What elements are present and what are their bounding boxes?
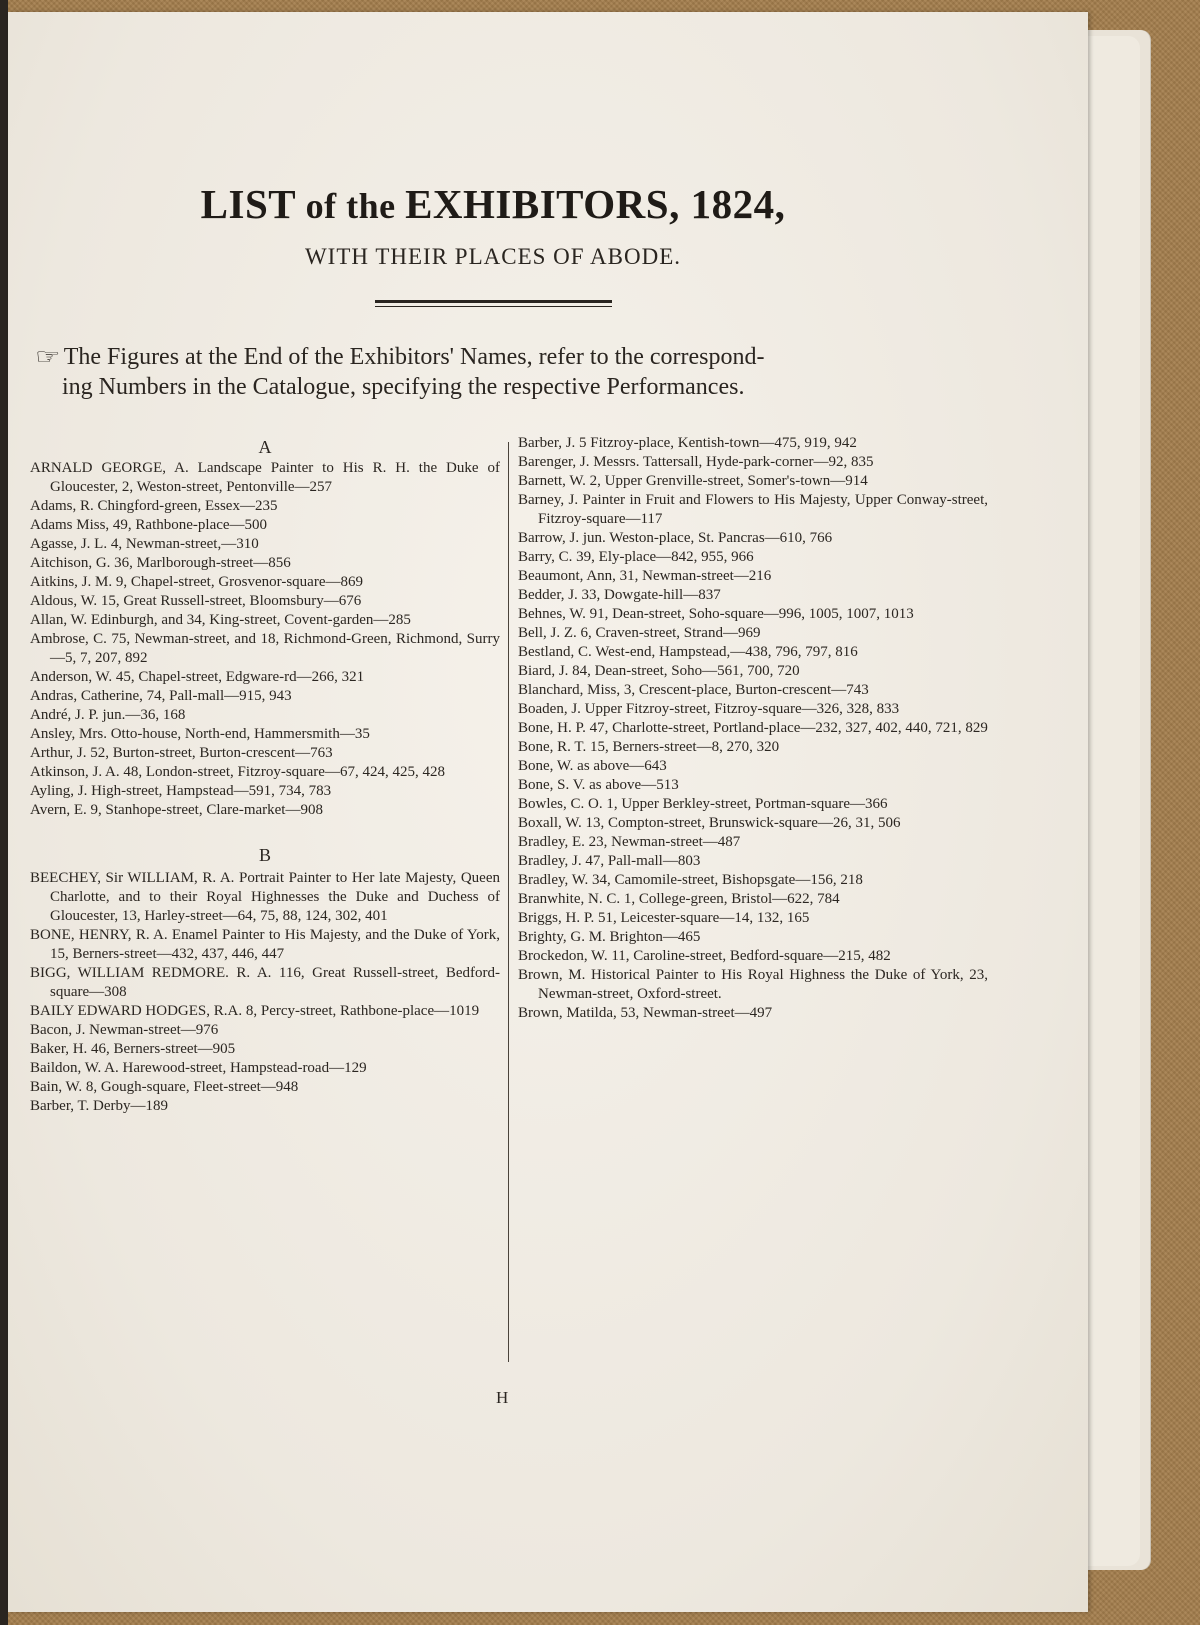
exhibitor-entry: Brockedon, W. 11, Caroline-street, Bedford-square—215, 482 xyxy=(518,948,891,964)
exhibitor-entry: Brown, Matilda, 53, Newman-street—497 xyxy=(518,1005,773,1021)
exhibitor-entry: Bone, S. V. as above—513 xyxy=(518,777,679,793)
page-title xyxy=(8,180,978,228)
exhibitor-entry: Barry, C. 39, Ely-place—842, 955, 966 xyxy=(518,549,754,565)
title-list: LIST xyxy=(200,181,297,227)
exhibitor-entry: Baildon, W. A. Harewood-street, Hampstead-road—129 xyxy=(30,1060,367,1076)
exhibitor-entry: Barrow, J. jun. Weston-place, St. Pancras—610, 766 xyxy=(518,530,833,546)
exhibitor-entry: Aldous, W. 15, Great Russell-street, Bloomsbury—676 xyxy=(30,593,362,609)
exhibitor-entry: Ayling, J. High-street, Hampstead—591, 734, 783 xyxy=(30,783,332,799)
exhibitor-entry: Barber, T. Derby—189 xyxy=(30,1098,168,1114)
exhibitor-entry: Bradley, J. 47, Pall-mall—803 xyxy=(518,853,701,869)
note-line-1: The Figures at the End of the Exhibitors' Names, refer to the correspond- xyxy=(63,344,765,370)
section-a-list xyxy=(30,459,500,820)
exhibitor-entry: Blanchard, Miss, 3, Crescent-place, Burton-crescent—743 xyxy=(518,682,869,698)
exhibitor-entry: Aitchison, G. 36, Marlborough-street—856 xyxy=(30,555,291,571)
exhibitor-entry: BAILY EDWARD HODGES, R.A. 8, Percy-street, Rathbone-place—1019 xyxy=(30,1003,480,1019)
title-rule-thin xyxy=(375,306,612,307)
signature-mark: H xyxy=(496,1388,509,1407)
exhibitor-entry: Bain, W. 8, Gough-square, Fleet-street—948 xyxy=(30,1079,299,1095)
exhibitor-entry: Adams, R. Chingford-green, Essex—235 xyxy=(30,498,278,514)
exhibitor-entry: Bradley, W. 34, Camomile-street, Bishopsgate—156, 218 xyxy=(518,872,863,888)
exhibitor-entry: Barney, J. Painter in Fruit and Flowers to His Majesty, Upper Conway-street, Fitzroy-square—117 xyxy=(518,492,988,527)
exhibitor-entry: Bone, R. T. 15, Berners-street—8, 270, 320 xyxy=(518,739,780,755)
exhibitor-entry: Bradley, E. 23, Newman-street—487 xyxy=(518,834,741,850)
exhibitor-entry: André, J. P. jun.—36, 168 xyxy=(30,707,186,723)
exhibitor-entry: Bowles, C. O. 1, Upper Berkley-street, Portman-square—366 xyxy=(518,796,888,812)
exhibitor-entry: Boaden, J. Upper Fitzroy-street, Fitzroy-square—326, 328, 833 xyxy=(518,701,900,717)
exhibitor-entry: Adams Miss, 49, Rathbone-place—500 xyxy=(30,517,268,533)
exhibitor-entry: Anderson, W. 45, Chapel-street, Edgware-rd—266, 321 xyxy=(30,669,365,685)
exhibitor-entry: BIGG, WILLIAM REDMORE. R. A. 116, Great Russell-street, Bedford-square—308 xyxy=(30,965,500,1000)
exhibitor-entry: Atkinson, J. A. 48, London-street, Fitzroy-square—67, 424, 425, 428 xyxy=(30,764,445,780)
exhibitor-entry: Brighty, G. M. Brighton—465 xyxy=(518,929,701,945)
exhibitor-entry: Behnes, W. 91, Dean-street, Soho-square—996, 1005, 1007, 1013 xyxy=(518,606,914,622)
exhibitor-entry: Arthur, J. 52, Burton-street, Burton-crescent—763 xyxy=(30,745,333,761)
exhibitor-entry: Branwhite, N. C. 1, College-green, Bristol—622, 784 xyxy=(518,891,840,907)
exhibitor-entry: Boxall, W. 13, Compton-street, Brunswick-square—26, 31, 506 xyxy=(518,815,901,831)
exhibitor-entry: Baker, H. 46, Berners-street—905 xyxy=(30,1041,236,1057)
exhibitor-entry: Bone, H. P. 47, Charlotte-street, Portland-place—232, 327, 402, 440, 721, 829 xyxy=(518,720,988,736)
exhibitor-entry: Briggs, H. P. 51, Leicester-square—14, 132, 165 xyxy=(518,910,810,926)
title-exhibitors: EXHIBITORS, 1824, xyxy=(405,181,786,227)
exhibitor-entry: Bestland, C. West-end, Hampstead,—438, 796, 797, 816 xyxy=(518,644,858,660)
section-letter-b: B xyxy=(258,845,271,865)
exhibitor-entry: BEECHEY, Sir WILLIAM, R. A. Portrait Painter to Her late Majesty, Queen Charlotte, and to their Royal Highnesses the Duke and Duchess of Gloucester, 13, Harley-street—64, 75, 88, 124, 302, 401 xyxy=(30,870,500,924)
exhibitor-entry: Bacon, J. Newman-street—976 xyxy=(30,1022,219,1038)
exhibitor-entry: Barber, J. 5 Fitzroy-place, Kentish-town—475, 919, 942 xyxy=(518,435,857,451)
page-subtitle: WITH THEIR PLACES OF ABODE. xyxy=(304,244,682,269)
exhibitor-entry: Ambrose, C. 75, Newman-street, and 18, Richmond-Green, Richmond, Surry—5, 7, 207, 892 xyxy=(30,631,500,666)
spine-shadow xyxy=(0,0,8,1625)
exhibitor-entry: Andras, Catherine, 74, Pall-mall—915, 943 xyxy=(30,688,292,704)
exhibitor-entry: ARNALD GEORGE, A. Landscape Painter to His R. H. the Duke of Gloucester, 2, Weston-street, Pentonville—257 xyxy=(30,460,500,495)
exhibitor-entry: Barenger, J. Messrs. Tattersall, Hyde-park-corner—92, 835 xyxy=(518,454,874,470)
exhibitor-entry: BONE, HENRY, R. A. Enamel Painter to His Majesty, and the Duke of York, 15, Berners-street—432, 437, 446, 447 xyxy=(30,927,500,962)
right-column xyxy=(518,434,988,1023)
exhibitor-entry: Bedder, J. 33, Dowgate-hill—837 xyxy=(518,587,721,603)
section-letter-a: A xyxy=(258,437,272,457)
exhibitor-entry: Barnett, W. 2, Upper Grenville-street, Somer's-town—914 xyxy=(518,473,868,489)
exhibitor-entry: Biard, J. 84, Dean-street, Soho—561, 700, 720 xyxy=(518,663,800,679)
title-rule-thick xyxy=(375,300,612,303)
title-of-the: of the xyxy=(296,186,406,226)
column-divider xyxy=(508,442,509,1362)
pointing-hand-icon: ☞ xyxy=(35,344,61,369)
exhibitor-entry: Avern, E. 9, Stanhope-street, Clare-market—908 xyxy=(30,802,323,818)
note-line-2: ing Numbers in the Catalogue, specifying the respective Performances. xyxy=(62,374,745,400)
section-b-list xyxy=(30,869,500,1116)
catalogue-note xyxy=(35,342,978,402)
exhibitor-entry: Agasse, J. L. 4, Newman-street,—310 xyxy=(30,536,259,552)
exhibitor-entry: Brown, M. Historical Painter to His Royal Highness the Duke of York, 23, Newman-street, Oxford-street. xyxy=(518,967,988,1002)
exhibitor-entry: Allan, W. Edinburgh, and 34, King-street, Covent-garden—285 xyxy=(30,612,411,628)
catalogue-page xyxy=(8,12,1088,1612)
exhibitor-entry: Ansley, Mrs. Otto-house, North-end, Hammersmith—35 xyxy=(30,726,370,742)
left-column xyxy=(30,434,500,1116)
exhibitor-entry: Bone, W. as above—643 xyxy=(518,758,667,774)
exhibitor-entry: Beaumont, Ann, 31, Newman-street—216 xyxy=(518,568,772,584)
exhibitor-entry: Bell, J. Z. 6, Craven-street, Strand—969 xyxy=(518,625,761,641)
exhibitor-entry: Aitkins, J. M. 9, Chapel-street, Grosvenor-square—869 xyxy=(30,574,363,590)
